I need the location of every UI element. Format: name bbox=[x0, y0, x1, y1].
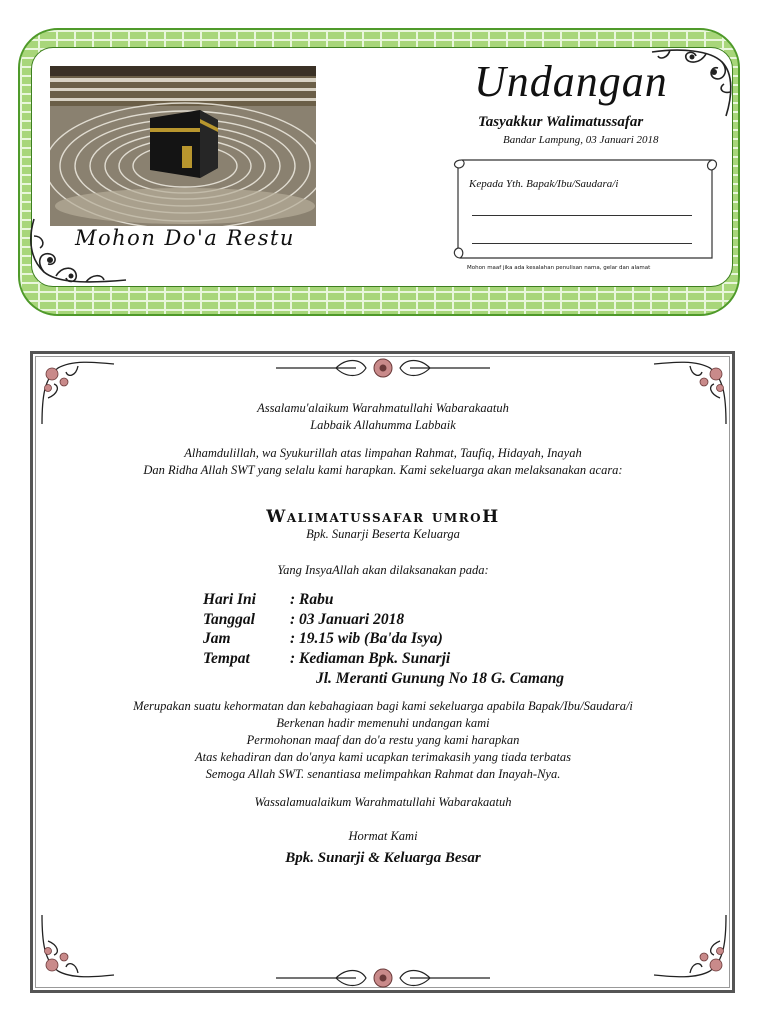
schedule-intro: Yang InsyaAllah akan dilaksanakan pada: bbox=[277, 563, 489, 577]
detail-label: Jam bbox=[203, 630, 231, 647]
signature: Bpk. Sunarji & Keluarga Besar bbox=[285, 850, 481, 866]
intro-line: Dan Ridha Allah SWT yang selalu kami harapkan. Kami sekeluarga akan melaksanakan acara: bbox=[143, 463, 623, 477]
floral-divider-icon bbox=[276, 964, 490, 992]
intro-line: Alhamdulillah, wa Syukurillah atas limpahan Rahmat, Taufiq, Hidayah, Inayah bbox=[184, 446, 582, 460]
farewell: Wassalamualaikum Warahmatullahi Wabarakaatuh bbox=[254, 795, 512, 809]
floral-corner-icon bbox=[650, 906, 730, 986]
floral-divider-icon bbox=[276, 354, 490, 382]
invitation-subtitle: Tasyakkur Walimatussafar bbox=[478, 114, 644, 130]
closing-line: Semoga Allah SWT. senantiasa melimpahkan Rahmat dan Inayah-Nya. bbox=[205, 767, 561, 781]
closing-line: Berkenan hadir memenuhi undangan kami bbox=[276, 716, 490, 730]
regards: Hormat Kami bbox=[348, 829, 418, 843]
detail-value: : Rabu bbox=[290, 591, 334, 608]
greeting-line: Labbaik Allahumma Labbaik bbox=[310, 418, 456, 432]
floral-corner-icon bbox=[38, 906, 118, 986]
prayer-request-text: Mohon Do'a Restu bbox=[75, 226, 295, 250]
place-date: Bandar Lampung, 03 Januari 2018 bbox=[503, 134, 659, 146]
recipient-name-line bbox=[472, 215, 692, 216]
apology-note: Mohon maaf jika ada kesalahan penulisan nama, gelar dan alamat bbox=[467, 265, 651, 271]
closing-line: Permohonan maaf dan do'a restu yang kami harapkan bbox=[246, 733, 520, 747]
detail-label: Tempat bbox=[203, 650, 250, 667]
detail-value: : Kediaman Bpk. Sunarji bbox=[290, 650, 451, 667]
detail-label: Tanggal bbox=[203, 611, 255, 628]
closing-line: Merupakan suatu kehormatan dan kebahagiaan bagi kami sekeluarga apabila Bapak/Ibu/Saudara/i bbox=[133, 699, 633, 713]
event-title: Walimatussafar umroH bbox=[266, 507, 500, 527]
recipient-label: Kepada Yth. Bapak/Ibu/Saudara/i bbox=[469, 178, 619, 190]
scroll-frame-icon bbox=[450, 154, 720, 266]
closing-line: Atas kehadiran dan do'anya kami ucapkan terimakasih yang tiada terbatas bbox=[195, 750, 571, 764]
invitation-title: Undangan bbox=[474, 57, 668, 106]
kaaba-image bbox=[50, 66, 316, 226]
detail-value: : 19.15 wib (Ba'da Isya) bbox=[290, 630, 443, 647]
greeting-line: Assalamu'alaikum Warahmatullahi Wabarakaatuh bbox=[257, 401, 509, 415]
detail-label: Hari Ini bbox=[203, 591, 256, 608]
host-line: Bpk. Sunarji Beserta Keluarga bbox=[306, 527, 460, 541]
detail-value: : 03 Januari 2018 bbox=[290, 611, 405, 628]
address: Jl. Meranti Gunung No 18 G. Camang bbox=[316, 670, 565, 687]
recipient-address-line bbox=[472, 243, 692, 244]
